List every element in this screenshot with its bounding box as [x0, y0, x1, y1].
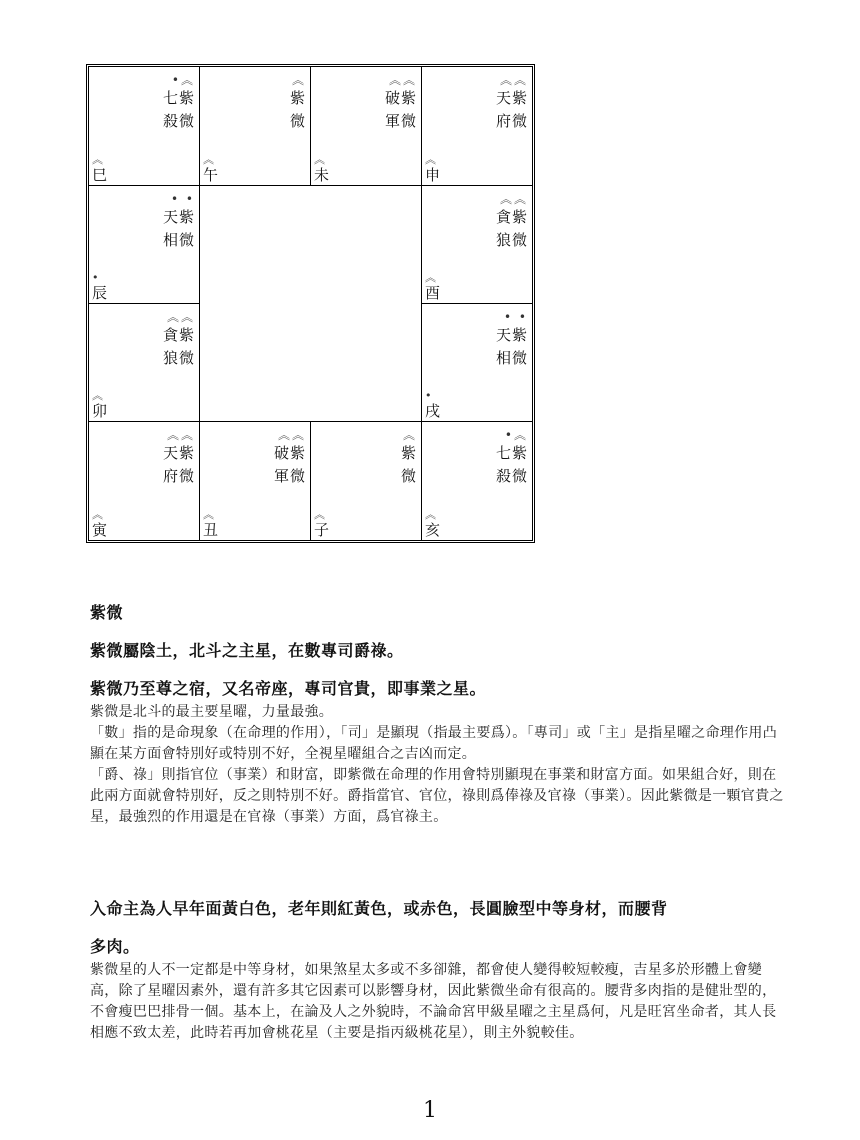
branch-mark: ︽ [92, 153, 103, 166]
heading-1: 紫微屬陰土，北斗之主星，在數專司爵祿。 [90, 641, 404, 660]
branch-mark: ︽ [425, 271, 436, 284]
branch-mark: ︽ [425, 153, 436, 166]
star-name: 天紫 [162, 444, 195, 462]
palace-hai [422, 422, 532, 540]
star-marks: •︽ [171, 73, 195, 87]
star-name: 狼微 [162, 349, 195, 367]
star-marks: • • [171, 192, 195, 206]
branch-mark: ︽ [203, 153, 214, 166]
star-marks: ︽︽ [388, 73, 417, 87]
paragraph-3: 「爵、祿」則指官位（事業）和財富，即紫微在命理的作用會特別顯現在事業和財富方面。如果組合好，則在此兩方面就會特別好，反之則特別不好。爵指當官、官位，祿則爲俸祿及官祿（事業）。因此紫微是一顆官貴之星，最強烈的作用還是在官祿（事業）方面，爲官祿主。 [90, 767, 784, 825]
earthly-branch: 亥 [425, 521, 441, 539]
star-marks: ︽︽ [499, 192, 528, 206]
branch-mark: ︽ [425, 508, 436, 521]
star-name: 貪紫 [495, 208, 528, 226]
star-name: 微 [400, 467, 417, 485]
paragraph-4: 紫微星的人不一定都是中等身材，如果煞星太多或不多卻雜，都會使人變得較短較瘦，吉星多於形體上會變高，除了星曜因素外，還有許多其它因素可以影響身材，因此紫微坐命有很高的。腰背多肉指的是健壯型的，不會瘦巴巴排骨一個。基本上，在論及人之外貌時，不論命宮甲級星曜之主星爲何，凡是旺宮坐命者，其人長相應不致太差，此時若再加會桃花星（主要是指丙級桃花星），則主外貌較佳。 [90, 962, 777, 1041]
earthly-branch: 申 [425, 166, 441, 184]
earthly-branch: 丑 [203, 521, 219, 539]
star-name: 殺微 [495, 467, 528, 485]
heading-3-line-1: 入命主為人早年面黃白色，老年則紅黃色，或赤色，長圓臉型中等身材，而腰背 [90, 899, 668, 918]
star-marks: ︽︽ [277, 428, 306, 442]
star-marks: • • [504, 310, 528, 324]
star-marks: ︽ [402, 428, 417, 442]
heading-3-line-2: 多肉。 [90, 937, 140, 956]
star-name: 殺微 [162, 112, 195, 130]
earthly-branch: 午 [203, 166, 219, 184]
earthly-branch: 卯 [92, 402, 108, 420]
earthly-branch: 子 [314, 521, 330, 539]
star-name: 府微 [162, 467, 195, 485]
star-marks: •︽ [504, 428, 528, 442]
page-number: 1 [423, 1098, 437, 1123]
star-name: 相微 [162, 231, 195, 249]
palace-chou [200, 422, 310, 540]
palace-wei [311, 67, 421, 185]
star-name: 軍微 [273, 467, 306, 485]
star-name: 軍微 [384, 112, 417, 130]
branch-mark: ︽ [203, 508, 214, 521]
star-name: 微 [289, 112, 306, 130]
earthly-branch: 巳 [92, 166, 108, 184]
star-name: 天紫 [495, 89, 528, 107]
star-name: 紫 [289, 89, 306, 107]
star-name: 府微 [495, 112, 528, 130]
palace-you [422, 186, 532, 303]
palace-zi [311, 422, 421, 540]
heading-2: 紫微乃至尊之宿，又名帝座，專司官貴，即事業之星。 [90, 679, 487, 698]
star-marks: ︽︽ [166, 428, 195, 442]
star-marks: ︽ [291, 73, 306, 87]
palace-si [89, 67, 199, 185]
star-name: 天紫 [162, 208, 195, 226]
section-title: 紫微 [90, 603, 124, 622]
branch-mark: • [425, 389, 432, 402]
star-name: 相微 [495, 349, 528, 367]
star-name: 七紫 [162, 89, 195, 107]
star-name: 貪紫 [162, 326, 195, 344]
branch-mark: • [92, 271, 99, 284]
earthly-branch: 戌 [425, 402, 441, 420]
earthly-branch: 酉 [425, 284, 441, 302]
branch-mark: ︽ [92, 389, 103, 402]
star-marks: ︽︽ [166, 310, 195, 324]
star-name: 七紫 [495, 444, 528, 462]
star-marks: ︽︽ [499, 73, 528, 87]
palace-mao [89, 304, 199, 421]
star-name: 天紫 [495, 326, 528, 344]
paragraph-1: 紫微是北斗的最主要星曜，力量最強。 [90, 704, 334, 720]
star-name: 破紫 [384, 89, 417, 107]
palace-yin [89, 422, 199, 540]
branch-mark: ︽ [92, 508, 103, 521]
palace-chen [89, 186, 199, 303]
palace-shen [422, 67, 532, 185]
star-name: 破紫 [273, 444, 306, 462]
palace-xu [422, 304, 532, 421]
branch-mark: ︽ [314, 508, 325, 521]
earthly-branch: 寅 [92, 521, 108, 539]
branch-mark: ︽ [314, 153, 325, 166]
star-name: 狼微 [495, 231, 528, 249]
star-chart [86, 64, 535, 543]
paragraph-2: 「數」指的是命現象（在命理的作用），「司」是顯現（指最主要爲）。「專司」或「主」是指星曜之命理作用凸顯在某方面會特別好或特別不好，全視星曜組合之吉凶而定。 [90, 725, 777, 762]
star-name: 紫 [400, 444, 417, 462]
earthly-branch: 辰 [92, 284, 108, 302]
palace-wu [200, 67, 310, 185]
earthly-branch: 未 [314, 166, 330, 184]
